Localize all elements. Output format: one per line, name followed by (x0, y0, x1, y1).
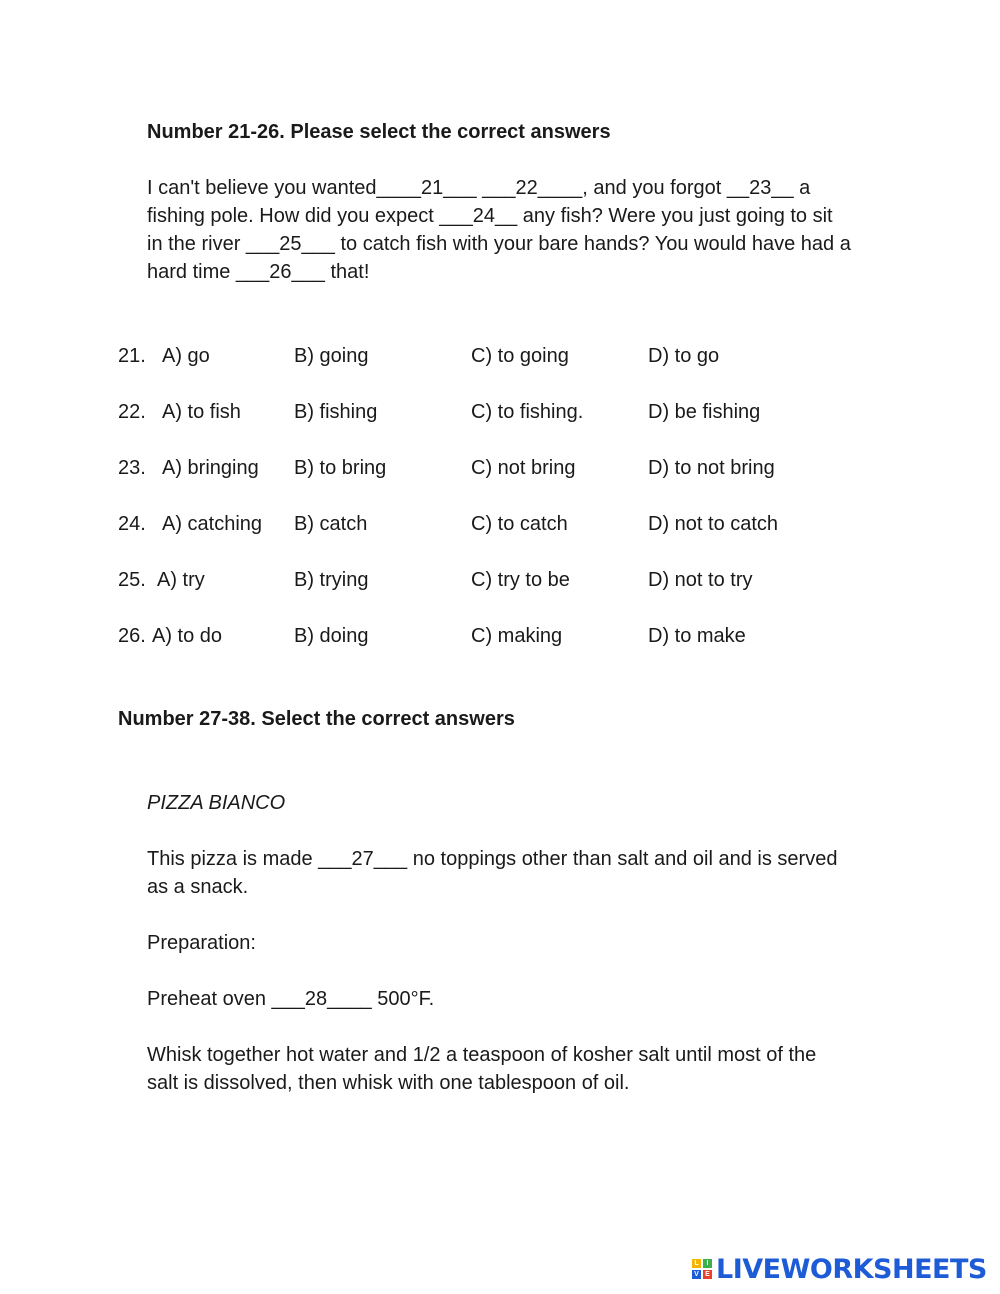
option-d[interactable]: D) not to catch (648, 513, 779, 535)
option-d[interactable]: D) not to try (648, 569, 753, 591)
recipe-intro (147, 845, 892, 901)
question-number: 26. (118, 625, 146, 647)
recipe-step-2 (147, 1041, 892, 1097)
passage-line: in the river ___25___ to catch fish with your bare hands? You would have had a (147, 233, 851, 255)
question-number: 21. (118, 345, 146, 367)
option-c[interactable]: C) not bring (471, 457, 576, 479)
logo-block: L (692, 1259, 701, 1268)
option-c[interactable]: C) to fishing. (471, 401, 584, 423)
option-c[interactable]: C) to catch (471, 513, 568, 535)
logo-blocks-icon (692, 1259, 712, 1279)
option-b[interactable]: B) fishing (294, 401, 378, 423)
section2-heading: Number 27-38. Select the correct answers (118, 708, 515, 730)
passage-line: fishing pole. How did you expect ___24__ any fish? Were you just going to sit (147, 205, 833, 227)
option-d[interactable]: D) to go (648, 345, 720, 367)
question-number: 25. (118, 569, 146, 591)
logo-block: E (703, 1270, 712, 1279)
option-c[interactable]: C) try to be (471, 569, 570, 591)
option-b[interactable]: B) doing (294, 625, 369, 647)
intro-line: as a snack. (147, 876, 249, 898)
step2-line: salt is dissolved, then whisk with one tablespoon of oil. (147, 1072, 630, 1094)
step2-line: Whisk together hot water and 1/2 a teaspoon of kosher salt until most of the (147, 1044, 817, 1066)
option-c[interactable]: C) to going (471, 345, 569, 367)
recipe-step-1: Preheat oven ___28____ 500°F. (147, 988, 435, 1010)
liveworksheets-logo (692, 1252, 987, 1286)
option-b[interactable]: B) catch (294, 513, 368, 535)
recipe-title: PIZZA BIANCO (147, 792, 286, 814)
option-b[interactable]: B) going (294, 345, 369, 367)
option-a[interactable]: A) try (157, 569, 205, 591)
option-a[interactable]: A) to do (152, 625, 223, 647)
question-number: 22. (118, 401, 146, 423)
option-a[interactable]: A) to fish (162, 401, 241, 423)
section1-heading: Number 21-26. Please select the correct answers (147, 121, 611, 143)
intro-line: This pizza is made ___27___ no toppings other than salt and oil and is served (147, 848, 838, 870)
question-number: 24. (118, 513, 146, 535)
option-d[interactable]: D) be fishing (648, 401, 761, 423)
question-number: 23. (118, 457, 146, 479)
passage-line: I can't believe you wanted____21___ ___22____, and you forgot __23__ a (147, 177, 811, 199)
preparation-label: Preparation: (147, 932, 256, 954)
passage-line: hard time ___26___ that! (147, 261, 370, 283)
option-d[interactable]: D) to make (648, 625, 746, 647)
section1-passage (147, 174, 892, 286)
option-a[interactable]: A) bringing (162, 457, 259, 479)
logo-block: V (692, 1270, 701, 1279)
option-a[interactable]: A) catching (162, 513, 263, 535)
logo-block: I (703, 1259, 712, 1268)
option-b[interactable]: B) to bring (294, 457, 387, 479)
option-a[interactable]: A) go (162, 345, 210, 367)
option-c[interactable]: C) making (471, 625, 563, 647)
logo-text: LIVEWORKSHEETS (716, 1253, 987, 1285)
option-b[interactable]: B) trying (294, 569, 369, 591)
option-d[interactable]: D) to not bring (648, 457, 775, 479)
